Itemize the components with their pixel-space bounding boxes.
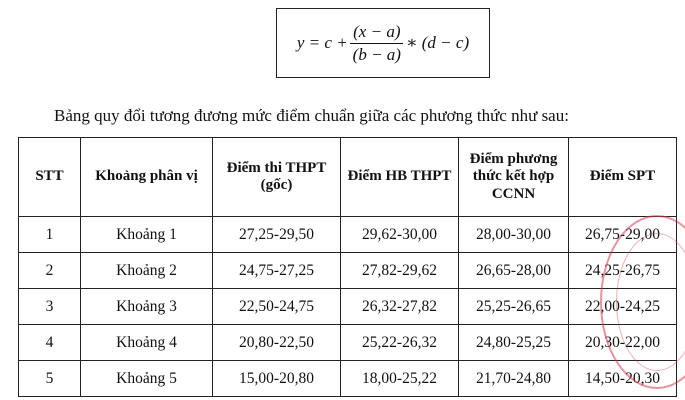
table-row: [19, 253, 677, 289]
cell-spt: 20,30-22,00: [569, 325, 677, 361]
cell-hb: 25,22-26,32: [341, 325, 459, 361]
table-row: [19, 289, 677, 325]
cell-stt: 3: [19, 289, 81, 325]
cell-range: Khoảng 2: [81, 253, 213, 289]
cell-stt: 4: [19, 325, 81, 361]
cell-range: Khoảng 5: [81, 361, 213, 397]
formula-numerator: (x − a): [350, 22, 403, 44]
cell-spt: 24,25-26,75: [569, 253, 677, 289]
intro-text: Bảng quy đổi tương đương mức điểm chuẩn giữa các phương thức như sau:: [54, 106, 569, 125]
cell-hb: 26,32-27,82: [341, 289, 459, 325]
cell-hb: 29,62-30,00: [341, 217, 459, 253]
cell-hb: 18,00-25,22: [341, 361, 459, 397]
cell-thpt: 22,50-24,75: [213, 289, 341, 325]
formula-lhs: y = c +: [296, 33, 348, 52]
cell-stt: 2: [19, 253, 81, 289]
formula-fraction: [350, 22, 404, 65]
table-row: [19, 325, 677, 361]
header-percentile-range: Khoảng phân vị: [81, 138, 213, 217]
cell-thpt: 15,00-20,80: [213, 361, 341, 397]
cell-ccnn: 28,00-30,00: [459, 217, 569, 253]
table-header-row: [19, 138, 677, 217]
cell-ccnn: 21,70-24,80: [459, 361, 569, 397]
cell-ccnn: 25,25-26,65: [459, 289, 569, 325]
cell-ccnn: 24,80-25,25: [459, 325, 569, 361]
table-row: [19, 361, 677, 397]
formula-denominator: (b − a): [352, 44, 401, 64]
conversion-table: [18, 137, 677, 397]
formula-tail: ∗ (d − c): [405, 33, 470, 52]
cell-thpt: 27,25-29,50: [213, 217, 341, 253]
cell-hb: 27,82-29,62: [341, 253, 459, 289]
cell-range: Khoảng 3: [81, 289, 213, 325]
cell-range: Khoảng 4: [81, 325, 213, 361]
table-row: [19, 217, 677, 253]
cell-spt: 22,00-24,25: [569, 289, 677, 325]
header-stt: STT: [19, 138, 81, 217]
cell-thpt: 24,75-27,25: [213, 253, 341, 289]
header-thpt-score: Điểm thi THPT (gốc): [213, 138, 341, 217]
formula-box: [276, 8, 490, 78]
cell-stt: 5: [19, 361, 81, 397]
cell-spt: 14,50-20,30: [569, 361, 677, 397]
header-hb-score: Điểm HB THPT: [341, 138, 459, 217]
cell-range: Khoảng 1: [81, 217, 213, 253]
header-spt-score: Điểm SPT: [569, 138, 677, 217]
cell-thpt: 20,80-22,50: [213, 325, 341, 361]
header-ccnn-score: Điểm phương thức kết hợp CCNN: [459, 138, 569, 217]
cell-stt: 1: [19, 217, 81, 253]
cell-spt: 26,75-29,00: [569, 217, 677, 253]
cell-ccnn: 26,65-28,00: [459, 253, 569, 289]
